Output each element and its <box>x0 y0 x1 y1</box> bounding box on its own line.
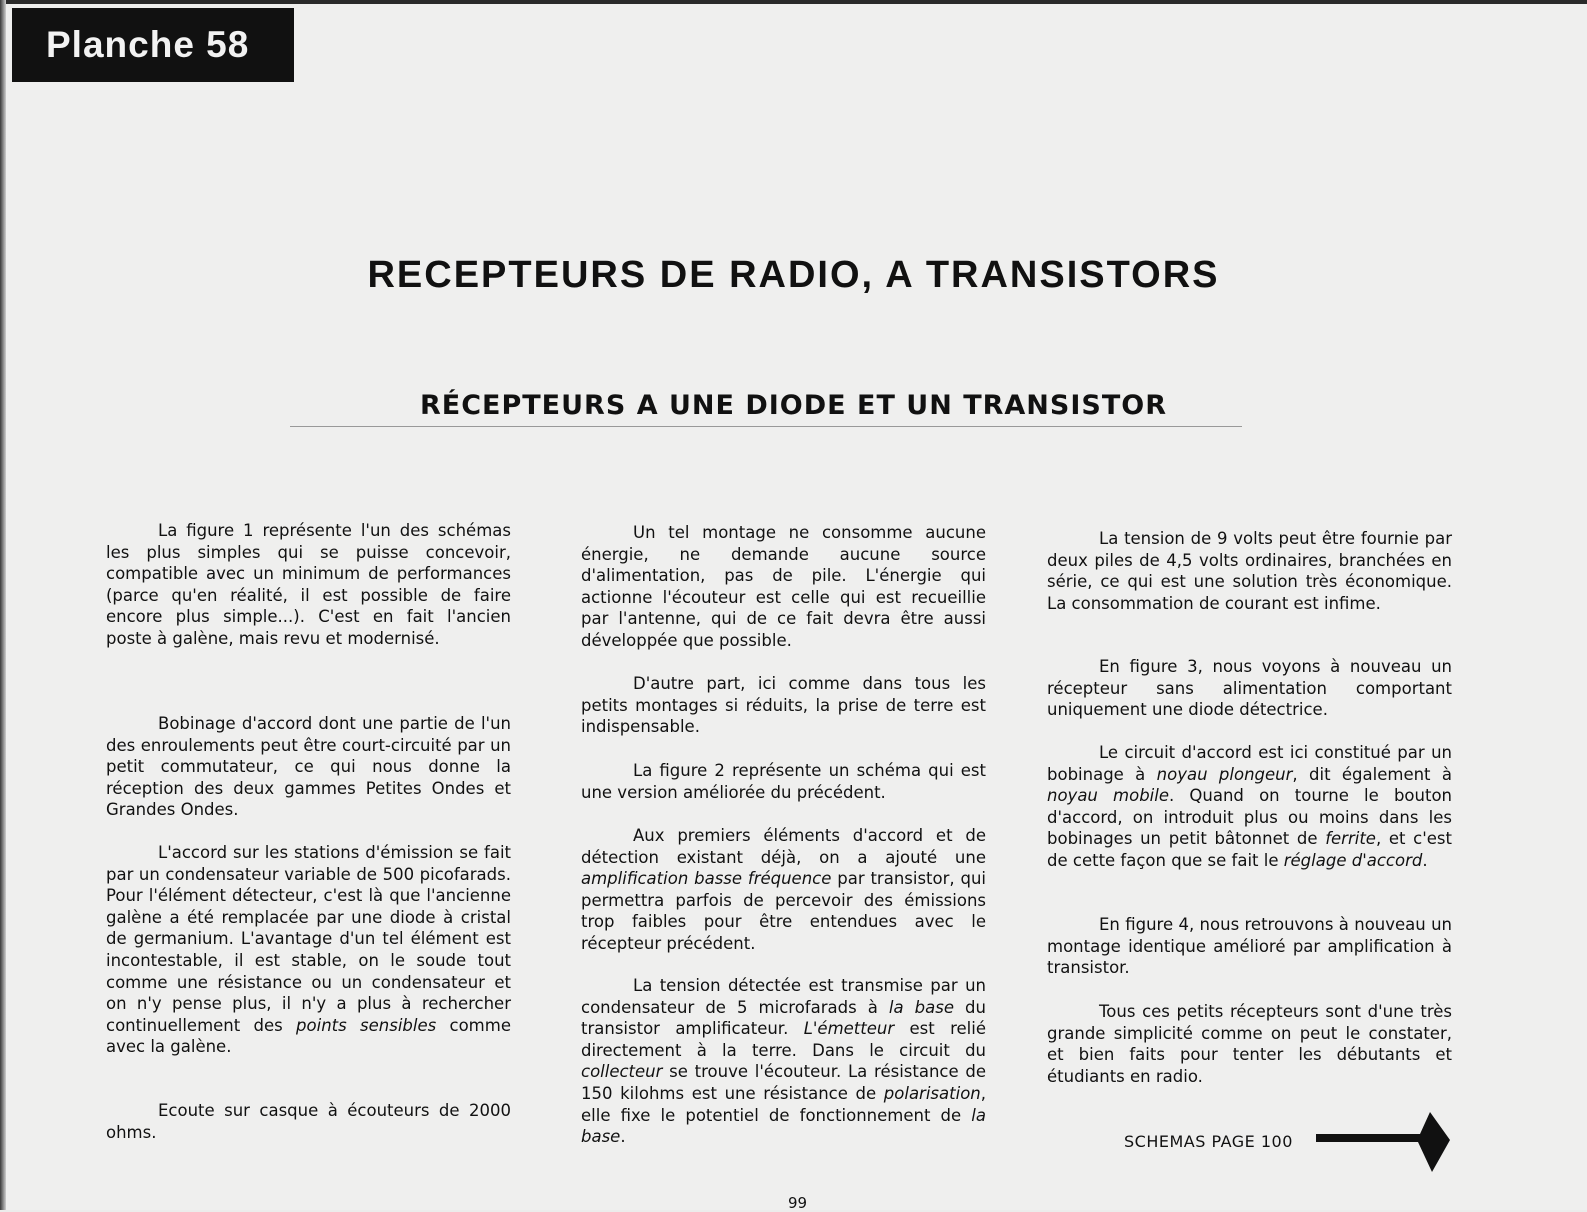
paragraph: Bobinage d'accord dont une partie de l'un des enroulements peut être court-circuité par un petit commutateur, ce qui nous donne la réception des deux gammes Petites Ondes et Grandes Ondes. <box>106 714 511 820</box>
page-number: 99 <box>788 1194 808 1212</box>
paragraph: En figure 3, nous voyons à nouveau un récepteur sans alimentation comportant uniquement une diode détectrice. <box>1047 657 1452 720</box>
paragraph: La figure 1 représente l'un des schémas les plus simples qui se puisse concevoir, compatible avec un minimum de performances (parce qu'en réalité, il est possible de faire encore plus simple...). C'est en fait l'ancien poste à galène, mais revu et modernisé. <box>106 521 511 648</box>
paragraph: La figure 2 représente un schéma qui est une version améliorée du précédent. <box>581 761 986 802</box>
plate-label: Planche 58 <box>12 8 294 82</box>
paragraph: Aux premiers éléments d'accord et de détection existant déjà, on a ajouté une amplification basse fréquence par transistor, qui permettra parfois de percevoir des émissions trop faibles pour être entendues avec le récepteur précédent. <box>581 826 987 953</box>
paragraph: Le circuit d'accord est ici constitué par un bobinage à noyau plongeur, dit également à noyau mobile. Quand on tourne le bouton d'accord, on introduit plus ou moins dans les bobinages un petit bâtonnet de ferrite, et c'est de cette façon que se fait le réglage d'accord. <box>1047 743 1453 870</box>
paragraph: L'accord sur les stations d'émission se fait par un condensateur variable de 500 picofarads. Pour l'élément détecteur, c'est là que l'ancienne galène a été remplacée par une diode à cristal de germanium. L'avantage d'un tel élément est incontestable, il est stable, on le soude tout comme une résistance ou un condensateur et on n'y pense plus, il n'y a plus à rechercher continuellement des points sensibles comme avec la galène. <box>106 843 511 1057</box>
paragraph: Tous ces petits récepteurs sont d'une très grande simplicité comme on peut le constater, et bien faits pour tenter les débutants et étudiants en radio. <box>1047 1002 1452 1086</box>
arrow-right-icon <box>1312 1108 1452 1178</box>
paragraph: En figure 4, nous retrouvons à nouveau un montage identique amélioré par amplification à transistor. <box>1047 915 1452 978</box>
subtitle-rule <box>290 426 1242 427</box>
paragraph: La tension détectée est transmise par un condensateur de 5 microfarads à la base du transistor amplificateur. L'émetteur est relié directement à la terre. Dans le circuit du collecteur se trouve l'écouteur. La résistance de 150 kilohms est une résistance de polarisation, elle fixe le potentiel de fonctionnement de la base. <box>581 976 986 1147</box>
paragraph: La tension de 9 volts peut être fournie par deux piles de 4,5 volts ordinaires, branchées en série, ce qui est une solution très économique. La consommation de courant est infime. <box>1047 529 1452 613</box>
schemas-page-reference: SCHEMAS PAGE 100 <box>1124 1132 1293 1151</box>
page-title: RECEPTEURS DE RADIO, A TRANSISTORS <box>367 254 1220 296</box>
paragraph: Ecoute sur casque à écouteurs de 2000 ohms. <box>106 1101 511 1142</box>
paragraph: D'autre part, ici comme dans tous les petits montages si réduits, la prise de terre est indispensable. <box>581 674 986 737</box>
scan-left-edge <box>0 0 6 1210</box>
scan-top-edge <box>0 0 1587 4</box>
paragraph: Un tel montage ne consomme aucune énergie, ne demande aucune source d'alimentation, pas de pile. L'énergie qui actionne l'écouteur est celle qui est recueillie par l'antenne, qui de ce fait devra être aussi développée que possible. <box>581 523 986 650</box>
page-subtitle: RÉCEPTEURS A UNE DIODE ET UN TRANSISTOR <box>419 390 1167 421</box>
